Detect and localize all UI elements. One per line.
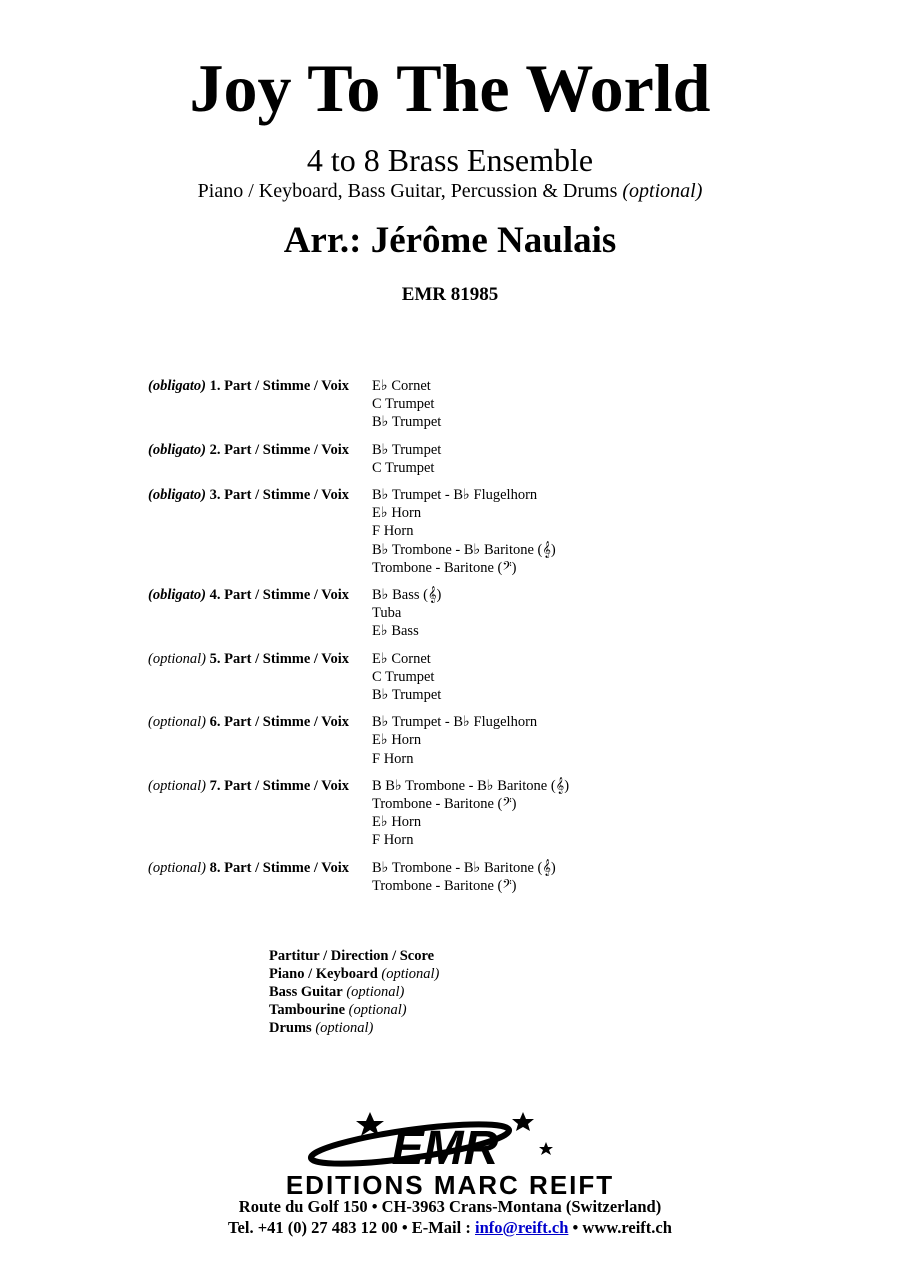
part-qualifier: (optional) (148, 859, 206, 876)
extra-part (269, 947, 439, 965)
instrument: Trombone - Baritone (𝄢) (372, 559, 517, 576)
extra-part (269, 1001, 439, 1019)
catalog-code: EMR 81985 (401, 284, 499, 305)
part-qualifier: (obligato) (148, 587, 206, 604)
part-label (148, 777, 368, 795)
instrument: F Horn (372, 523, 414, 540)
extra-part-note: (optional) (315, 1020, 374, 1036)
part-instruments (372, 486, 900, 577)
extra-part (269, 1019, 439, 1037)
part-label (148, 486, 368, 504)
instrument: B♭ Trumpet (372, 687, 442, 704)
part-label (148, 377, 368, 395)
instrument: E♭ Horn (372, 814, 422, 831)
instrument: C Trumpet (372, 396, 435, 413)
part-qualifier: (obligato) (148, 441, 206, 458)
logo-star-right (512, 1112, 534, 1131)
instrument: Trombone - Baritone (𝄢) (372, 796, 517, 813)
part-row (0, 441, 900, 477)
instrument: E♭ Horn (372, 732, 422, 749)
part-row (0, 713, 900, 768)
instrument: Trombone - Baritone (𝄢) (372, 877, 517, 894)
extra-part-name: Piano / Keyboard (269, 966, 378, 982)
subtitle: 4 to 8 Brass Ensemble (306, 142, 594, 178)
part-number-label: 6. Part / Stimme / Voix (209, 714, 349, 731)
extra-part-name: Bass Guitar (269, 984, 343, 1000)
part-qualifier: (optional) (148, 777, 206, 794)
instrument: B♭ Bass (𝄞) (372, 587, 442, 604)
part-row (0, 586, 900, 641)
part-label (148, 441, 368, 459)
extra-part-name: Drums (269, 1020, 312, 1036)
part-instruments (372, 777, 900, 850)
part-qualifier: (optional) (148, 714, 206, 731)
part-row (0, 486, 900, 577)
part-row (0, 650, 900, 705)
part-instruments (372, 441, 900, 477)
parts-list (0, 377, 900, 904)
extra-part (269, 965, 439, 983)
publisher-name: EDITIONS MARC REIFT (285, 1170, 615, 1198)
part-number-label: 3. Part / Stimme / Voix (209, 487, 349, 504)
part-label (148, 713, 368, 731)
instrument: B B♭ Trombone - B♭ Baritone (𝄞) (372, 777, 570, 794)
part-number-label: 4. Part / Stimme / Voix (209, 587, 349, 604)
part-label (148, 586, 368, 604)
instrument: Tuba (372, 605, 402, 622)
part-number-label: 2. Part / Stimme / Voix (209, 441, 349, 458)
instrument: E♭ Bass (372, 623, 419, 640)
extras-list (269, 947, 439, 1037)
part-number-label: 5. Part / Stimme / Voix (209, 650, 349, 667)
part-instruments (372, 859, 900, 895)
extra-part-note: (optional) (381, 966, 440, 982)
publisher-contact (0, 1218, 900, 1238)
part-number-label: 7. Part / Stimme / Voix (209, 777, 349, 794)
instrument: B♭ Trumpet - B♭ Flugelhorn (372, 714, 538, 731)
instrument: B♭ Trumpet (372, 414, 442, 431)
instrumentation-text: Piano / Keyboard, Bass Guitar, Percussion & Drums (197, 180, 618, 202)
instrument: B♭ Trumpet - B♭ Flugelhorn (372, 487, 538, 504)
instrument: B♭ Trombone - B♭ Baritone (𝄞) (372, 859, 556, 876)
part-row (0, 377, 900, 432)
arranger: Arr.: Jérôme Naulais (283, 220, 617, 261)
instrument: B♭ Trombone - B♭ Baritone (𝄞) (372, 541, 556, 558)
part-number-label: 8. Part / Stimme / Voix (209, 859, 349, 876)
contact-tel: Tel. +41 (0) 27 483 12 00 • E-Mail : (228, 1218, 475, 1237)
instrumentation-line (0, 179, 900, 203)
extra-part (269, 983, 439, 1001)
part-qualifier: (optional) (148, 650, 206, 667)
logo-emr-text: EMR (391, 1122, 499, 1175)
instrument: E♭ Cornet (372, 650, 431, 667)
instrument: F Horn (372, 832, 414, 849)
part-label (148, 650, 368, 668)
extra-part-note: (optional) (346, 984, 405, 1000)
extra-part-name: Partitur / Direction / Score (269, 948, 435, 964)
instrument: C Trumpet (372, 459, 435, 476)
instrument: E♭ Cornet (372, 378, 431, 394)
extra-part-name: Tambourine (269, 1002, 346, 1018)
publisher-address: Route du Golf 150 • CH-3963 Crans-Montana (Switzerland) (238, 1197, 662, 1216)
instrument: C Trumpet (372, 668, 435, 685)
instrumentation-optional: (optional) (622, 180, 703, 202)
email-link[interactable]: info@reift.ch (474, 1218, 569, 1237)
instrument: E♭ Horn (372, 505, 422, 522)
part-label (148, 859, 368, 877)
part-qualifier: (obligato) (148, 487, 206, 504)
part-number-label: 1. Part / Stimme / Voix (209, 378, 349, 394)
instrument: F Horn (372, 750, 414, 767)
part-instruments (372, 377, 900, 432)
part-instruments (372, 586, 900, 641)
emr-logo (240, 1108, 660, 1198)
page-title: Joy To The World (189, 50, 711, 126)
part-instruments (372, 650, 900, 705)
contact-web: • www.reift.ch (568, 1218, 672, 1237)
part-row (0, 777, 900, 850)
extra-part-note: (optional) (348, 1002, 407, 1018)
part-qualifier: (obligato) (148, 378, 206, 394)
part-row (0, 859, 900, 895)
instrument: B♭ Trumpet (372, 441, 442, 458)
part-instruments (372, 713, 900, 768)
logo-star-small (539, 1142, 553, 1155)
